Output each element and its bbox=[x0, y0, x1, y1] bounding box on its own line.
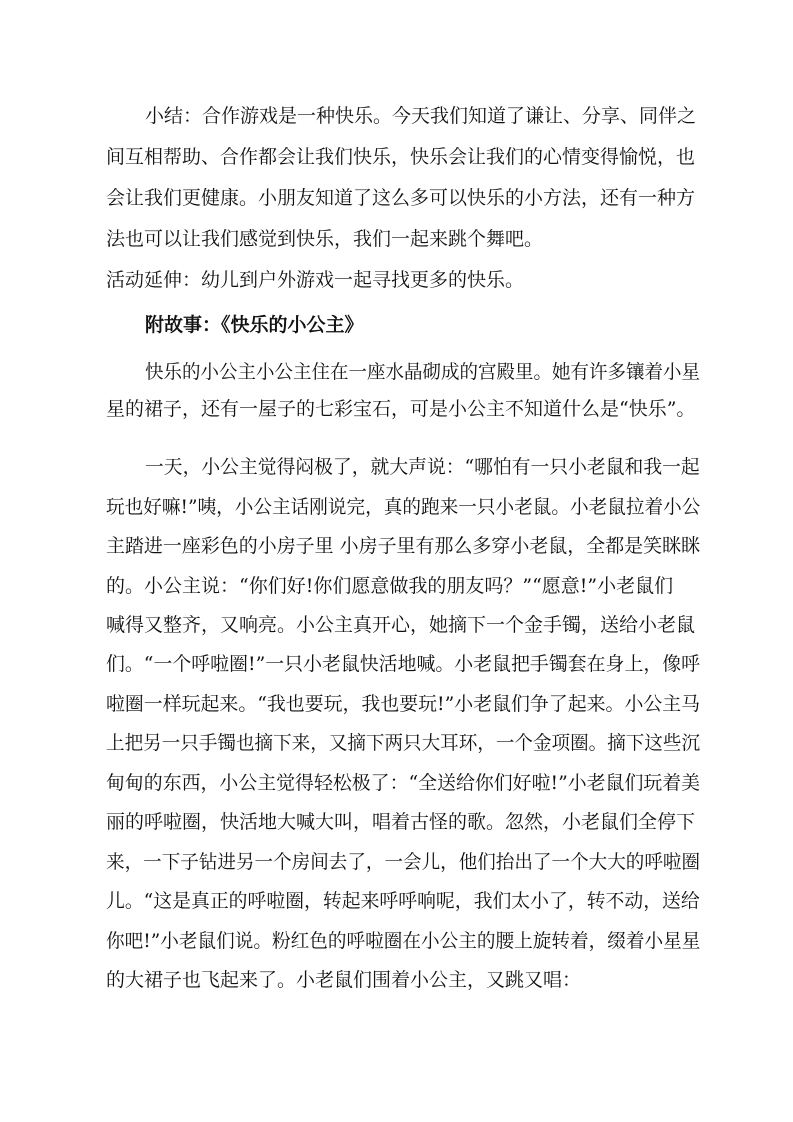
summary-line: 间互相帮助、合作都会让我们快乐，快乐会让我们的心情变得愉悦，也 bbox=[106, 146, 696, 168]
story-paragraph-line: 的。小公主说：“你们好!你们愿意做我的朋友吗？”“愿意!”小老鼠们 bbox=[106, 575, 674, 597]
summary-line: 小结：合作游戏是一种快乐。今天我们知道了谦让、分享、同伴之 bbox=[145, 105, 697, 127]
story-paragraph-line: 甸甸的东西，小公主觉得轻松极了：“全送给你们好啦!”小老鼠们玩着美 bbox=[106, 772, 701, 794]
story-paragraph-line: 上把另一只手镯也摘下来，又摘下两只大耳环，一个金项圈。摘下这些沉 bbox=[106, 732, 701, 754]
story-paragraph-line: 星的裙子，还有一屋子的七彩宝石，可是小公主不知道什么是“快乐”。 bbox=[106, 398, 696, 420]
story-paragraph-line: 儿。“这是真正的呼啦圈，转起来呼呼响呢，我们太小了，转不动，送给 bbox=[106, 890, 700, 912]
story-paragraph-line: 喊得又整齐，又响亮。小公主真开心，她摘下一个金手镯，送给小老鼠 bbox=[106, 614, 696, 636]
story-paragraph-line: 你吧!”小老鼠们说。粉红色的呼啦圈在小公主的腰上旋转着，缀着小星星 bbox=[106, 930, 701, 952]
story-paragraph-line: 主踏进一座彩色的小房子里 小房子里有那么多穿小老鼠，全都是笑眯眯 bbox=[106, 535, 701, 557]
summary-line: 法也可以让我们感觉到快乐，我们一起来跳个舞吧。 bbox=[106, 228, 544, 250]
activity-extension: 活动延伸：幼儿到户外游戏一起寻找更多的快乐。 bbox=[106, 269, 525, 291]
story-paragraph-line: 一天，小公主觉得闷极了，就大声说：“哪怕有一只小老鼠和我一起 bbox=[145, 456, 700, 478]
story-paragraph-line: 来，一下子钻进另一个房间去了，一会儿，他们抬出了一个大大的呼啦圈 bbox=[106, 851, 701, 873]
story-paragraph-line: 的大裙子也飞起来了。小老鼠们围着小公主，又跳又唱： bbox=[106, 969, 582, 991]
story-paragraph-line: 们。“一个呼啦圈!”一只小老鼠快活地喊。小老鼠把手镯套在身上，像呼 bbox=[106, 653, 701, 675]
story-paragraph-line: 玩也好嘛!”咦，小公主话刚说完，真的跑来一只小老鼠。小老鼠拉着小公 bbox=[106, 496, 701, 518]
story-paragraph-line: 快乐的小公主小公主住在一座水晶砌成的宫殿里。她有许多镶着小星 bbox=[145, 361, 701, 383]
summary-line: 会让我们更健康。小朋友知道了这么多可以快乐的小方法，还有一种方 bbox=[106, 187, 696, 209]
story-paragraph-line: 丽的呼啦圈，快活地大喊大叫，唱着古怪的歌。忽然，小老鼠们全停下 bbox=[106, 811, 696, 833]
story-paragraph-line: 啦圈一样玩起来。“我也要玩，我也要玩!”小老鼠们争了起来。小公主马 bbox=[106, 693, 701, 715]
story-title: 附故事：《快乐的小公主》 bbox=[145, 314, 364, 336]
